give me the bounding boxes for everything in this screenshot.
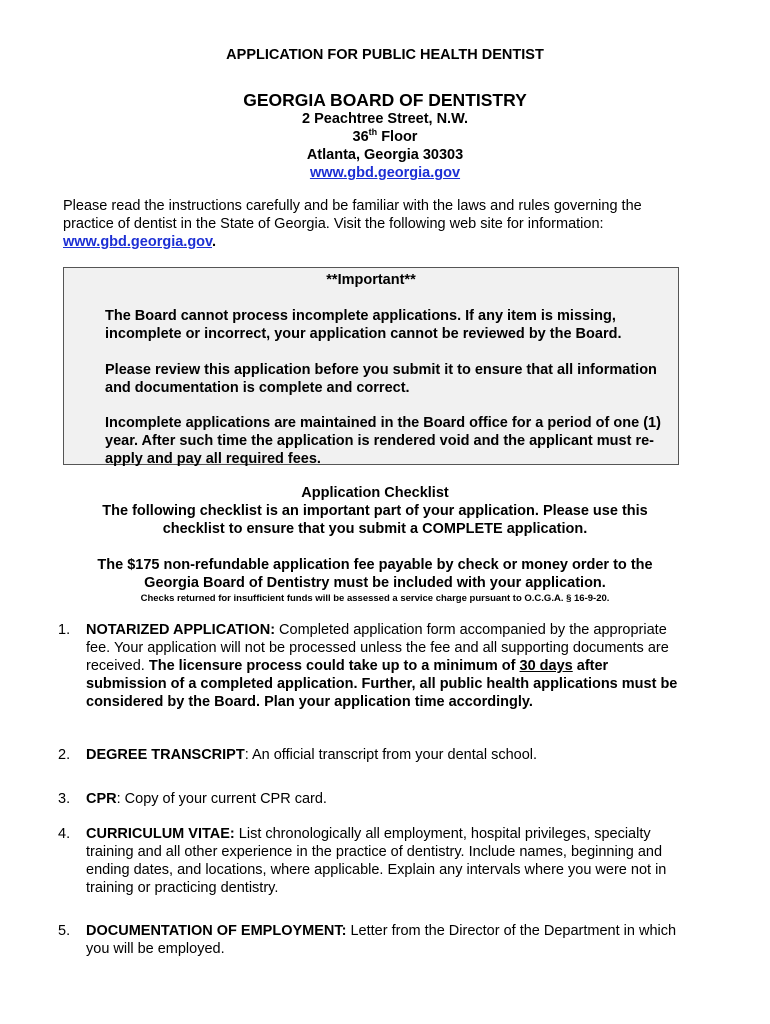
item-label: NOTARIZED APPLICATION: bbox=[86, 622, 276, 638]
item-emphasis-b: after submission of a completed application. Further, all public health applications must be considered by the Board. Plan your application time accordingly. bbox=[86, 658, 678, 710]
item-label: CPR bbox=[86, 791, 117, 807]
item-text bbox=[86, 790, 690, 808]
item-number: 5. bbox=[58, 923, 71, 939]
floor-suffix: th bbox=[368, 127, 378, 138]
item-description: Completed application form accompanied by the appropriate fee. Your application will not be processed unless the fee and all supporting documents are received. bbox=[86, 622, 669, 674]
item-label: DOCUMENTATION OF EMPLOYMENT: bbox=[86, 923, 347, 939]
important-paragraph-2: Please review this application before you submit it to ensure that all information and documentation is complete and correct. bbox=[105, 362, 657, 396]
board-name: GEORGIA BOARD OF DENTISTRY bbox=[243, 90, 527, 110]
checklist-text: The following checklist is an important part of your application. Please use this checklist to ensure that you submit a COMPLETE application. bbox=[102, 503, 648, 537]
item-text bbox=[86, 621, 690, 711]
important-paragraph-3: Incomplete applications are maintained in the Board office for a period of one (1) year. After such time the application is rendered void and the applicant must re-apply and pay all required fees. bbox=[105, 415, 661, 467]
item-number: 2. bbox=[58, 747, 71, 763]
intro-paragraph bbox=[63, 197, 683, 251]
intro-period: . bbox=[212, 234, 217, 250]
item-number: 1. bbox=[58, 622, 71, 638]
floor-number: 36 bbox=[352, 129, 369, 145]
fee-notice bbox=[63, 556, 687, 605]
fee-text: The $175 non-refundable application fee payable by check or money order to the Georgia Board of Dentistry must be included with your application. bbox=[97, 557, 653, 591]
address-floor bbox=[0, 128, 770, 146]
floor-word: Floor bbox=[381, 129, 418, 145]
checklist-intro bbox=[63, 484, 687, 538]
address-city: Atlanta, Georgia 30303 bbox=[306, 147, 464, 163]
item-description: Letter from the Director of the Department in which you will be employed. bbox=[86, 923, 677, 957]
item-number: 3. bbox=[58, 791, 71, 807]
address-street: 2 Peachtree Street, N.W. bbox=[301, 111, 468, 127]
item-text bbox=[86, 825, 690, 897]
item-emphasis-days: 30 days bbox=[519, 658, 573, 674]
important-heading: **Important** bbox=[326, 272, 416, 288]
application-title: APPLICATION FOR PUBLIC HEALTH DENTIST bbox=[226, 47, 544, 63]
item-label: CURRICULUM VITAE: bbox=[86, 826, 235, 842]
intro-website-link[interactable]: www.gbd.georgia.gov bbox=[63, 234, 213, 250]
item-number: 4. bbox=[58, 826, 71, 842]
item-text bbox=[86, 922, 690, 958]
fee-note: Checks returned for insufficient funds will be assessed a service charge pursuant to O.C.G.A. § 16-9-20. bbox=[140, 593, 610, 604]
item-label: DEGREE TRANSCRIPT bbox=[86, 747, 245, 763]
important-paragraph-1: The Board cannot process incomplete applications. If any item is missing, incomplete or incorrect, your application cannot be reviewed by the Board. bbox=[105, 308, 622, 342]
item-description: : Copy of your current CPR card. bbox=[116, 791, 327, 807]
intro-text: Please read the instructions carefully and be familiar with the laws and rules governing the practice of dentist in the State of Georgia. Visit the following web site for information: bbox=[63, 198, 642, 232]
item-emphasis-a: The licensure process could take up to a minimum of bbox=[148, 658, 520, 674]
item-description: : An official transcript from your dental school. bbox=[244, 747, 538, 763]
header-website-link[interactable]: www.gbd.georgia.gov bbox=[309, 165, 461, 181]
important-notice-box bbox=[63, 267, 679, 465]
checklist-heading: Application Checklist bbox=[301, 485, 449, 501]
item-text bbox=[86, 746, 690, 764]
item-description: List chronologically all employment, hospital privileges, specialty training and all other experience in the practice of dentistry. Include names, beginning and ending dates, and locations, where applicable. Explain any intervals where you were not in training or practicing dentistry. bbox=[86, 826, 667, 896]
board-address bbox=[0, 110, 770, 182]
